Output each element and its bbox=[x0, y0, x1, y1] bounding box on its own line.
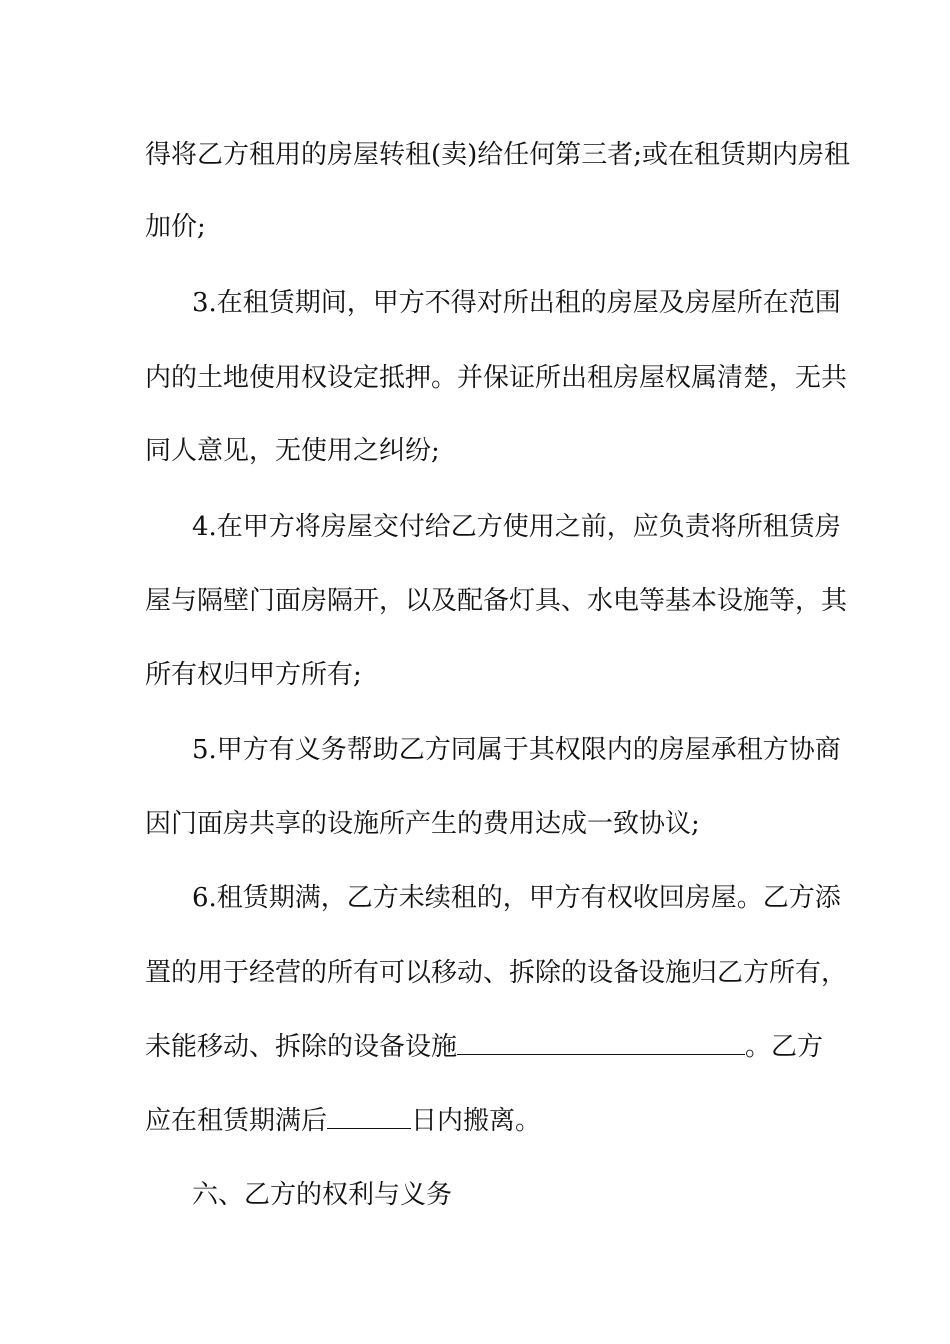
text-line: 因门面房共享的设施所产生的费用达成一致协议; bbox=[145, 809, 700, 839]
text-segment: 应在租赁期满后 bbox=[145, 1106, 328, 1136]
clause-4-line: 4.在甲方将房屋交付给乙方使用之前，应负责将所租赁房 bbox=[192, 512, 841, 542]
text-line: 屋与隔壁门面房隔开，以及配备灯具、水电等基本设施等，其 bbox=[145, 586, 848, 616]
clause-3-line: 3.在租赁期间，甲方不得对所出租的房屋及房屋所在范围 bbox=[192, 288, 841, 318]
text-segment: 未能移动、拆除的设备设施 bbox=[145, 1032, 458, 1062]
text-segment: 日内搬离。 bbox=[411, 1106, 542, 1136]
text-line-with-blank bbox=[145, 1101, 810, 1141]
text-line: 同人意见，无使用之纠纷; bbox=[145, 436, 440, 466]
text-line-with-blank bbox=[145, 1027, 824, 1067]
clause-6-line: 6.租赁期满，乙方未续租的，甲方有权收回房屋。乙方添 bbox=[192, 883, 841, 913]
text-line: 得将乙方租用的房屋转租(卖)给任何第三者;或在租赁期内房租 bbox=[145, 140, 851, 170]
text-line: 置的用于经营的所有可以移动、拆除的设备设施归乙方所有， bbox=[145, 958, 848, 988]
fill-in-blank[interactable] bbox=[457, 1028, 745, 1055]
text-line: 加价; bbox=[145, 212, 206, 242]
text-line: 所有权归甲方所有; bbox=[145, 660, 362, 690]
clause-5-line: 5.甲方有义务帮助乙方同属于其权限内的房屋承租方协商 bbox=[192, 735, 841, 765]
fill-in-blank[interactable] bbox=[327, 1102, 411, 1129]
section-heading: 六、乙方的权利与义务 bbox=[192, 1180, 453, 1210]
text-segment: 。乙方 bbox=[745, 1032, 824, 1062]
text-line: 内的土地使用权设定抵押。并保证所出租房屋权属清楚，无共 bbox=[145, 363, 848, 393]
